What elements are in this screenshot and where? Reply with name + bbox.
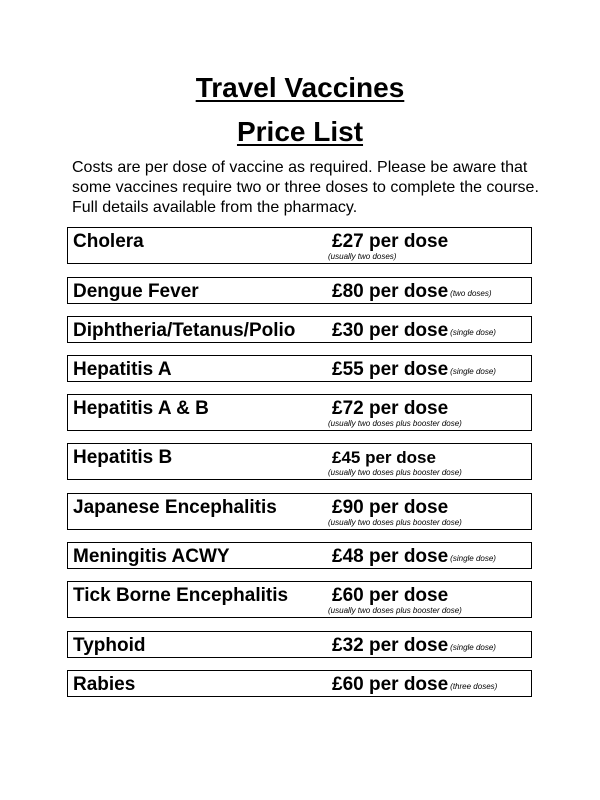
vaccine-name: Hepatitis A: [73, 359, 172, 380]
vaccine-price-line: [332, 673, 497, 699]
vaccine-name: Cholera: [73, 231, 144, 252]
vaccine-row-hepatitis-a-and-b: [67, 394, 532, 431]
vaccine-price-line: [332, 319, 496, 345]
vaccine-name: Hepatitis A & B: [73, 398, 209, 419]
vaccine-row-tick-borne-encephalitis: [67, 581, 532, 618]
vaccine-price: £80 per dose: [332, 281, 449, 302]
vaccine-row-diphtheria-tetanus-polio: [67, 316, 532, 343]
vaccine-name: Rabies: [73, 674, 136, 695]
vaccine-price: £60 per dose: [332, 585, 449, 606]
vaccine-price-line: [332, 545, 496, 571]
vaccine-row-cholera: [67, 227, 532, 264]
dose-note: (usually two doses): [328, 252, 397, 261]
dose-note: (single dose): [450, 554, 496, 563]
vaccine-name: Hepatitis B: [73, 447, 173, 468]
vaccine-price: £55 per dose: [332, 359, 449, 380]
vaccine-price: £48 per dose: [332, 546, 449, 567]
dose-note: (usually two doses plus booster dose): [328, 419, 462, 428]
page-subtitle: Price List: [236, 116, 364, 147]
vaccine-name: Dengue Fever: [73, 281, 199, 302]
dose-note: (single dose): [450, 367, 496, 376]
dose-note: (two doses): [450, 289, 492, 298]
vaccine-price: £90 per dose: [332, 497, 449, 518]
dose-note: (usually two doses plus booster dose): [328, 518, 462, 527]
dose-note: (three doses): [450, 682, 498, 691]
vaccine-price-line: [332, 358, 496, 384]
vaccine-row-japanese-encephalitis: [67, 493, 532, 530]
vaccine-price: £72 per dose: [332, 398, 449, 419]
vaccine-name: Japanese Encephalitis: [73, 497, 277, 518]
vaccine-price: £60 per dose: [332, 674, 449, 695]
dose-note: (single dose): [450, 643, 496, 652]
vaccine-name: Diphtheria/Tetanus/Polio: [73, 320, 296, 341]
vaccine-price: £32 per dose: [332, 635, 449, 656]
vaccine-row-meningitis-acwy: [67, 542, 532, 569]
vaccine-row-dengue-fever: [67, 277, 532, 304]
vaccine-name: Typhoid: [73, 635, 146, 656]
vaccine-price: £27 per dose: [332, 231, 449, 252]
vaccine-row-typhoid: [67, 631, 532, 658]
vaccine-price-line: [332, 634, 496, 660]
vaccine-name: Tick Borne Encephalitis: [73, 585, 289, 606]
vaccine-name: Meningitis ACWY: [73, 546, 230, 567]
vaccine-price: £30 per dose: [332, 320, 449, 341]
vaccine-price-line: [332, 280, 492, 306]
dose-note: (usually two doses plus booster dose): [328, 468, 462, 477]
vaccine-price: £45 per dose: [332, 448, 436, 467]
dose-note: (usually two doses plus booster dose): [328, 606, 462, 615]
vaccine-row-rabies: [67, 670, 532, 697]
vaccine-row-hepatitis-b: [67, 443, 532, 480]
dose-note: (single dose): [450, 328, 496, 337]
intro-text: Costs are per dose of vaccine as required. Please be aware that some vaccines require two or three doses to complete the course. Full details available from the pharmacy.: [72, 159, 539, 216]
page-title: Travel Vaccines: [195, 72, 405, 103]
vaccine-row-hepatitis-a: [67, 355, 532, 382]
